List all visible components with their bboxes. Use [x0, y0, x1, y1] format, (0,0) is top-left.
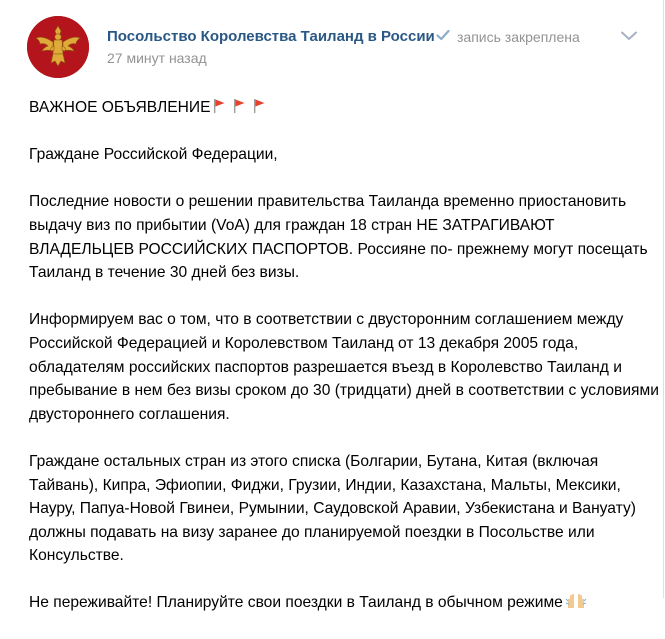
post-closing: Не переживайте! Планируйте свои поездки в Таиланд в обычном режиме	[29, 594, 563, 612]
raised-hands-icon	[565, 593, 587, 609]
post-body	[29, 96, 659, 639]
verified-check-icon	[435, 27, 451, 43]
chevron-down-icon[interactable]	[620, 30, 638, 42]
garuda-emblem-icon	[27, 16, 89, 78]
post-paragraph-1: Последние новости о решении правительства Таиланда временно приостановить выдачу виз по прибытии (VoA) для граждан 18 стран НЕ ЗАТРАГИВАЮТ ВЛАДЕЛЬЦЕВ РОССИЙСКИХ ПАСПОРТОВ. Россияне по- прежнему могут посещать Таиланд в течение 30 дней без визы.	[29, 193, 648, 282]
community-avatar[interactable]	[27, 16, 89, 78]
community-name-link[interactable]: Посольство Королевства Таиланд в России	[107, 28, 435, 45]
post-paragraph-3: Граждане остальных стран из этого списка (Болгарии, Бутана, Китая (включая Тайвань), Кипра, Эфиопии, Фиджи, Грузии, Индии, Казахстана, Мальты, Мексики, Науру, Папуа-Новой Гвинеи, Румынии, Саудовской Аравии, Узбекистана и Вануату) должны подавать на визу заранее до планируемой поездки в Посольстве или Консульстве.	[29, 452, 636, 565]
post-timestamp[interactable]: 27 минут назад	[107, 50, 207, 66]
triangular-flag-icon	[232, 98, 246, 114]
triangular-flag-icon	[252, 98, 266, 114]
post-greeting: Граждане Российской Федерации,	[29, 146, 278, 164]
pinned-label: запись закреплена	[457, 29, 580, 45]
post-title: ВАЖНОЕ ОБЪЯВЛЕНИЕ	[29, 99, 211, 116]
post-closing-line	[29, 591, 659, 615]
post-title-line	[29, 96, 659, 120]
triangular-flag-icon	[212, 98, 226, 114]
post-paragraph-2: Информируем вас о том, что в соответствии с двусторонним соглашением между Российской Федерацией и Королевством Таиланд от 13 декабря 2005 года, обладателям российских паспортов разрешается въезд в Королевство Таиланд и пребывание в нем без визы сроком до 30 (тридцати) дней в соответствии с условиями двустороннего соглашения.	[29, 311, 659, 423]
